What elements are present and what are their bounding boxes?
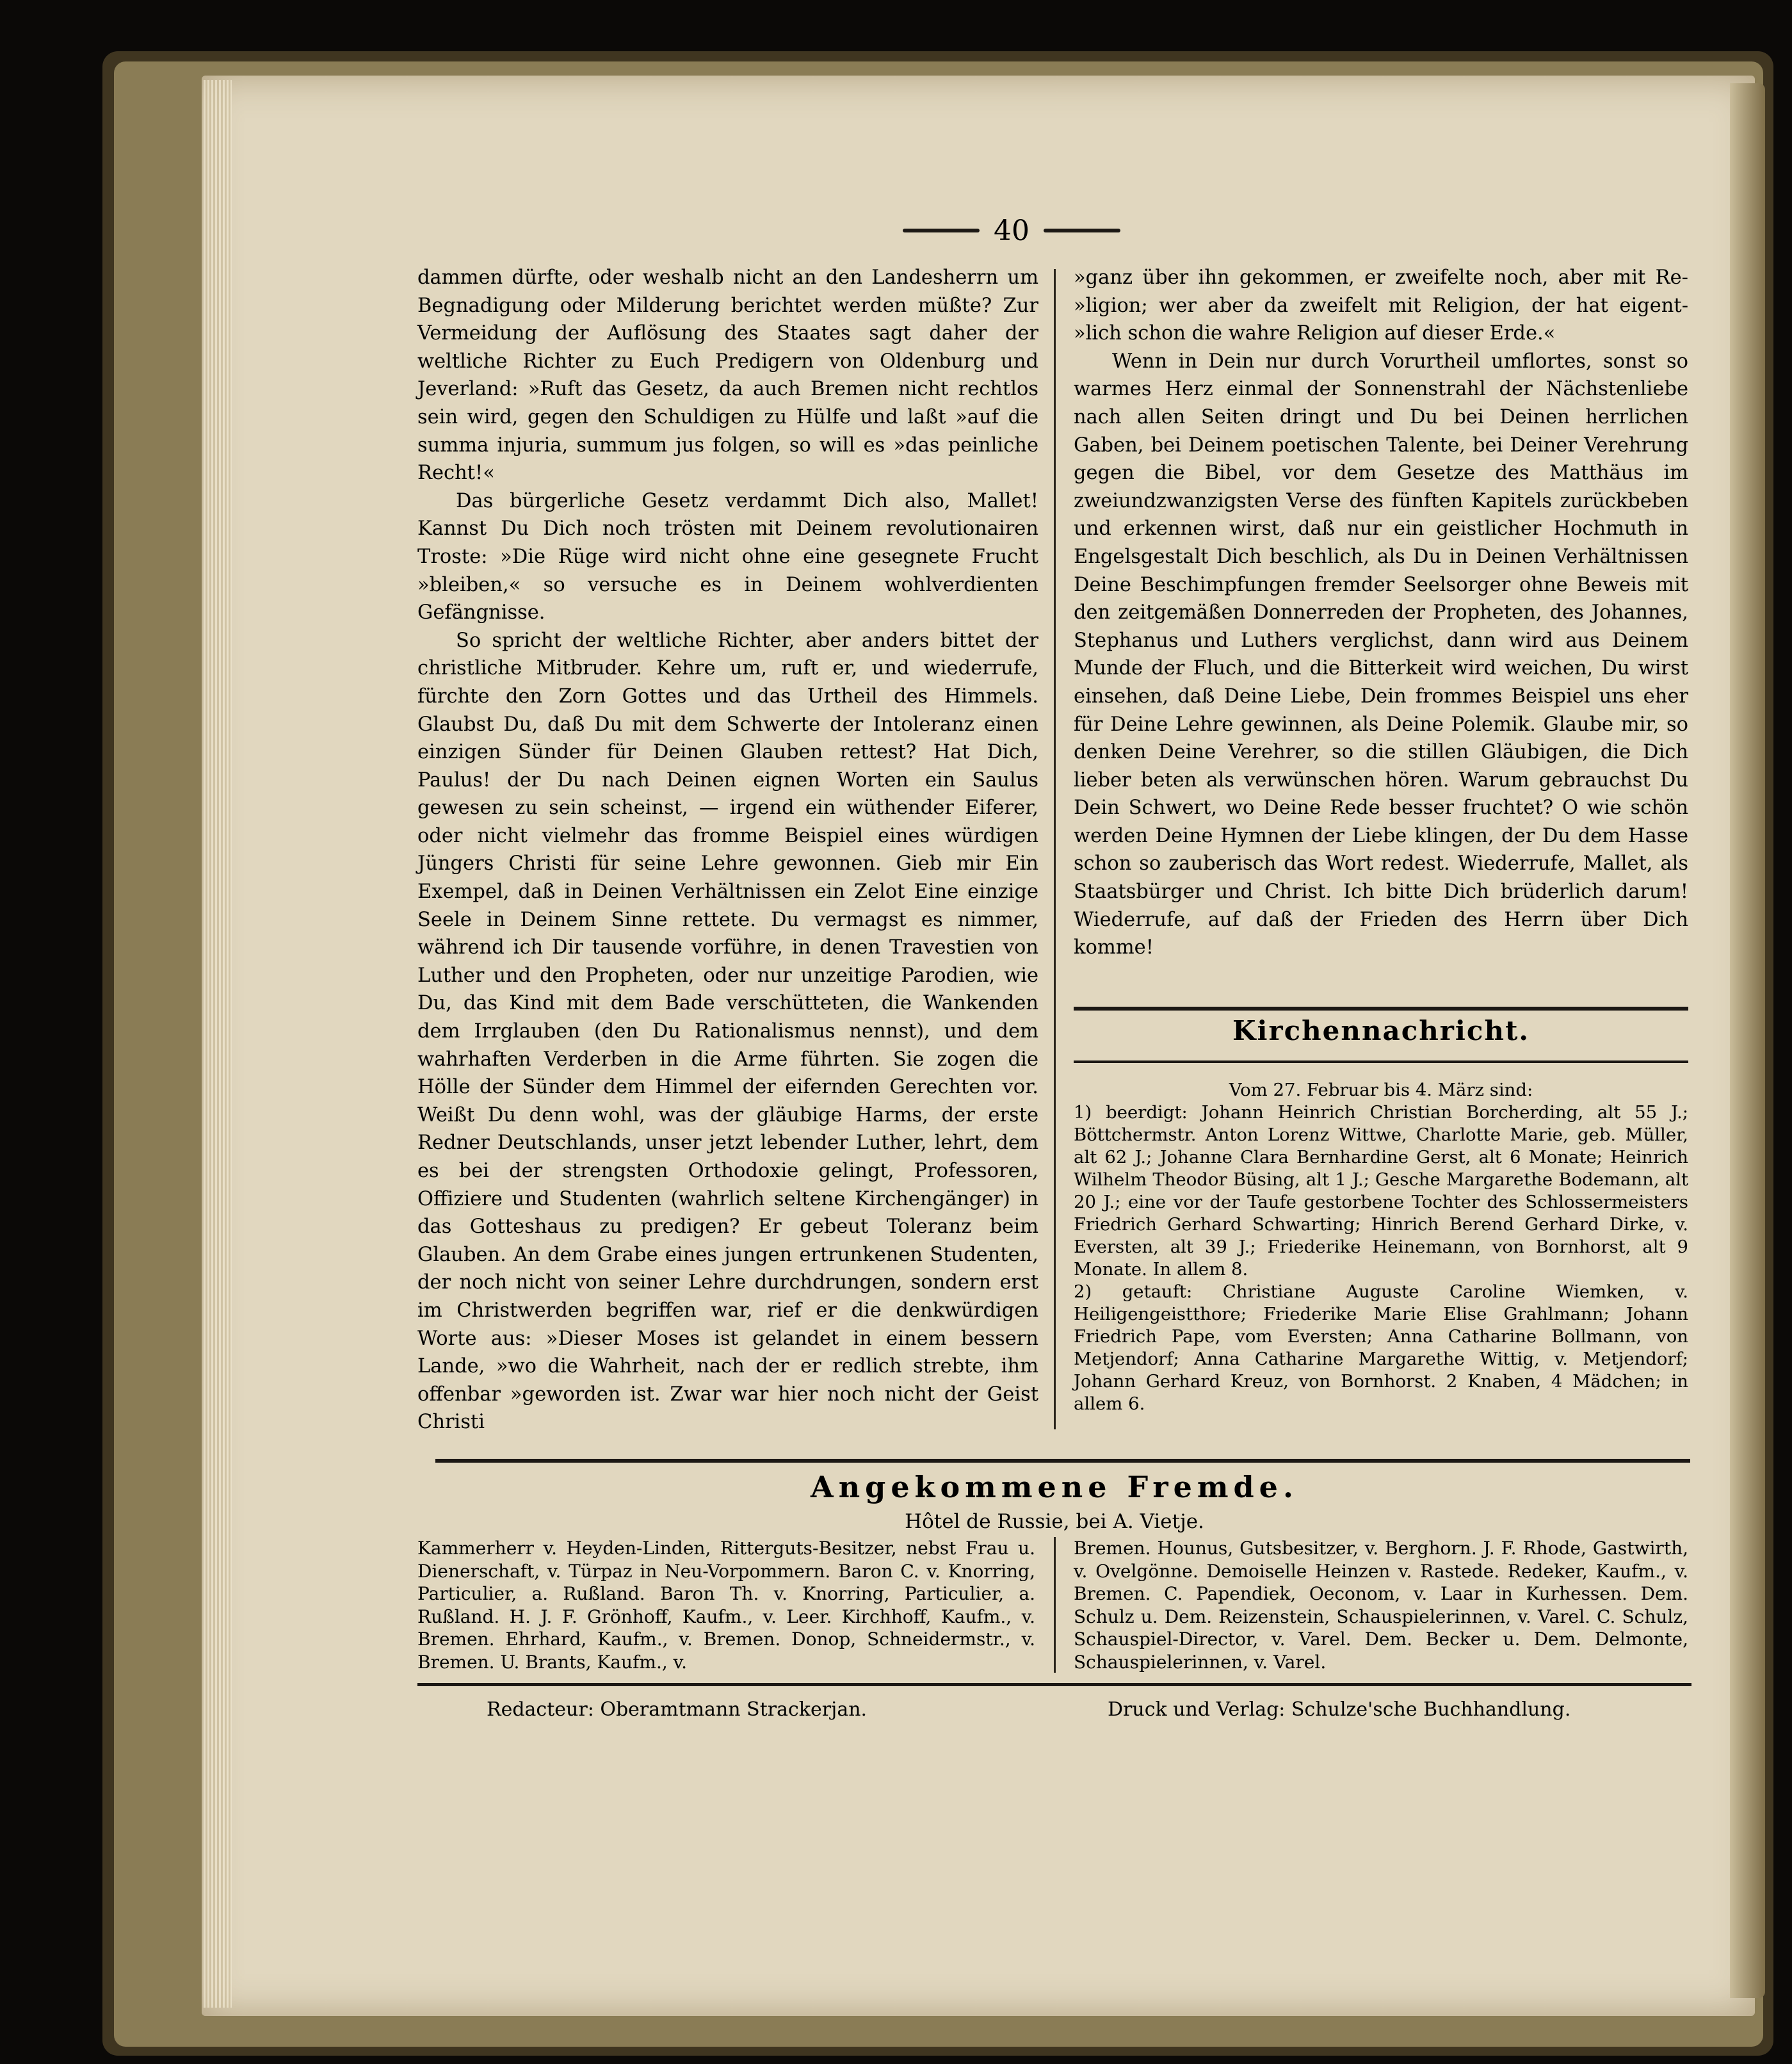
page-number: 40 — [994, 214, 1029, 247]
kirche-getauft: 2) getauft: Christiane Auguste Caroline Wiemken, v. Heiligengeistthore; Friederike Marie Elise Grahlmann; Johann Friedrich Pape, vom Eversten; Anna Catharine Bollmann, von Metjendorf; Anna Catharine Margarethe Wittig, v. Metjendorf; Johann Gerhard Kreuz, von Bornhorst. 2 Knaben, 4 Mädchen; in allem 6. — [1074, 1281, 1688, 1414]
kirche-top-rule — [1074, 1007, 1688, 1011]
editor-line: Redacteur: Oberamtmann Strackerjan. — [487, 1698, 868, 1721]
article-right-column — [1074, 264, 1688, 962]
page-edges — [204, 80, 232, 2008]
footer-rule — [417, 1683, 1691, 1686]
kirche-beerdigt: 1) beerdigt: Johann Heinrich Christian Borcherding, alt 55 J.; Böttchermstr. Anton Lorenz Wittwe, Charlotte Marie, geb. Müller, alt 62 J.; Johanne Clara Bernhardine Gerst, alt 6 Monate; Heinrich Wilhelm Theodor Büsing, alt 1 J.; Gesche Margarethe Bodemann, alt 20 J.; eine vor der Taufe gestorbene Tochter des Schlossermeisters Friedrich Gerhard Schwarting; Hinrich Berend Gerhard Dirke, v. Eversten, alt 39 J.; Friederike Heinemann, von Bornhorst, alt 9 Monate. In allem 8. — [1074, 1102, 1688, 1280]
hotel-name: Hôtel de Russie, bei A. Vietje. — [905, 1510, 1204, 1533]
header-ornament-left — [903, 229, 980, 232]
page-header — [903, 211, 1120, 250]
fremde-list-left: Kammerherr v. Heyden-Linden, Ritterguts-Besitzer, nebst Frau u. Dienerschaft, v. Türpaz in Neu-Vorpommern. Baron C. v. Knorring, Particulier, a. Rußland. Baron Th. v. Knorring, Particulier, a. Rußland. H. J. F. Grönhoff, Kaufm., v. Leer. Kirchhoff, Kaufm., v. Bremen. Ehrhard, Kaufm., v. Bremen. Donop, Schneidermstr., v. Bremen. U. Brants, Kaufm., v. — [417, 1538, 1035, 1673]
header-ornament-right — [1044, 229, 1120, 232]
kirche-heading-rule — [1074, 1060, 1688, 1063]
fremde-list-right: Bremen. Hounus, Gutsbesitzer, v. Berghorn. J. F. Rhode, Gastwirth, v. Ovelgönne. Demoiselle Heinzen v. Rastede. Redeker, Kaufm., v. Bremen. C. Papendiek, Oeconom, v. Laar in Kurhessen. Dem. Schulz u. Dem. Reizenstein, Schauspielerinnen, v. Varel. C. Schulz, Schauspiel-Director, v. Varel. Dem. Becker u. Dem. Delmonte, Schauspielerinnen, v. Varel. — [1074, 1538, 1688, 1673]
column-divider — [1054, 269, 1056, 1429]
fremde-top-rule — [435, 1459, 1690, 1463]
book-gutter — [1730, 83, 1765, 1998]
left-paragraph-3: So spricht der weltliche Richter, aber anders bittet der christliche Mitbruder. Kehre um, ruft er, und wiederrufe, fürchte den Zorn Gottes und das Urtheil des Himmels. Glaubst Du, daß Du mit dem Schwerte der Intoleranz einen einzigen Sünder für Deinen Glauben rettest? Hat Dich, Paulus! der Du nach Deinen eignen Worten ein Saulus gewesen zu sein scheinst, — irgend ein wüthender Eiferer, oder nicht vielmehr das fromme Beispiel eines würdigen Jüngers Christi für seine Lehre gewonnen. Gieb mir Ein Exempel, daß in Deinen Verhältnissen ein Zelot Eine einzige Seele in Deinem Sinne rettete. Du vermagst es nimmer, während ich Dir tausende vorführe, in denen Travestien von Luther und den Propheten, oder nur unzeitige Parodien, wie Du, das Kind mit dem Bade verschütteten, die Wankenden dem Irrglauben (den Du Rationalismus nennst), und dem wahrhaften Verderben in die Arme führten. Sie zogen die Hölle der Sünder dem Himmel der eifernden Gerechten vor. Weißt Du denn wohl, was der gläubige Harms, der erste Redner Deutschlands, unser jetzt lebender Luther, lehrt, dem es bei der strengsten Orthodoxie gelingt, Professoren, Offiziere und Studenten (wahrlich seltene Kirchengänger) in das Gotteshaus zu predigen? Er gebeut Toleranz beim Glauben. An dem Grabe eines jungen ertrunkenen Studenten, der noch nicht von seiner Lehre durchdrungen, sondern erst im Christwerden begriffen war, rief er die denkwürdigen Worte aus: »Dieser Moses ist gelandet in einem bessern Lande, »wo die Wahrheit, nach der er redlich strebte, ihm offenbar »geworden ist. Zwar war hier noch nicht der Geist Christi — [417, 629, 1038, 1434]
publisher-line: Druck und Verlag: Schulze'sche Buchhandlung. — [1108, 1698, 1571, 1721]
kirche-intro: Vom 27. Februar bis 4. März sind: — [1229, 1080, 1533, 1100]
kirchennachricht-heading: Kirchennachricht. — [1232, 1015, 1530, 1046]
fremde-column-divider — [1054, 1537, 1056, 1673]
right-paragraph-1: »ganz über ihn gekommen, er zweifelte noch, aber mit Re- »ligion; wer aber da zweifelt mit Religion, der hat eigent- »lich schon die wahre Religion auf dieser Erde.« — [1074, 266, 1688, 345]
article-left-column — [417, 264, 1038, 1436]
right-paragraph-2: Wenn in Dein nur durch Vorurtheil umflortes, sonst so warmes Herz einmal der Sonnenstrahl der Nächstenliebe nach allen Seiten dringt und Du bei Deinen herrlichen Gaben, bei Deinem poetischen Talente, bei Deiner Verehrung gegen die Bibel, vor dem Gesetze des Matthäus im zweiundzwanzigsten Verse des fünften Kapitels zurückbeben und erkennen wirst, daß nur ein geistlicher Hochmuth in Engelsgestalt Dich beschlich, als Du in Deinen Verhältnissen Deine Beschimpfungen fremder Seelsorger ohne Beweis mit den zeitgemäßen Donnerreden der Propheten, des Johannes, Stephanus und Luthers verglichst, dann wird aus Deinem Munde der Fluch, und die Bitterkeit wird weichen, Du wirst einsehen, daß Deine Liebe, Dein frommes Beispiel uns eher für Deine Lehre gewinnen, als Deine Polemik. Glaube mir, so denken Deine Verehrer, so die stillen Gläubigen, die Dich lieber beten als verwünschen hören. Warum gebrauchst Du Dein Schwert, wo Deine Rede besser fruchtet? O wie schön werden Deine Hymnen der Liebe klingen, der Du dem Hasse schon so zauberisch das Wort redest. Wiederrufe, Mallet, als Staatsbürger und Christ. Ich bitte Dich brüderlich darum! Wiederrufe, auf daß der Frieden des Herrn über Dich komme! — [1074, 350, 1688, 959]
left-paragraph-2: Das bürgerliche Gesetz verdammt Dich also, Mallet! Kannst Du Dich noch trösten mit Deinem revolutionairen Troste: »Die Rüge wird nicht ohne eine gesegnete Frucht »bleiben,« so versuche es in Deinem wohlverdienten Gefängnisse. — [417, 489, 1038, 624]
fremde-heading: Angekommene Fremde. — [811, 1470, 1298, 1504]
left-paragraph-1: dammen dürfte, oder weshalb nicht an den Landesherrn um Begnadigung oder Milderung berichtet werden müßte? Zur Vermeidung der Auflösung des Staates sagt daher der weltliche Richter zu Euch Predigern von Oldenburg und Jeverland: »Ruft das Gesetz, da auch Bremen nicht rechtlos sein wird, gegen den Schuldigen zu Hülfe und laßt »auf die summa injuria, summum jus folgen, so will es »das peinliche Recht!« — [417, 266, 1038, 485]
kirchennachricht-section — [1074, 1079, 1688, 1415]
